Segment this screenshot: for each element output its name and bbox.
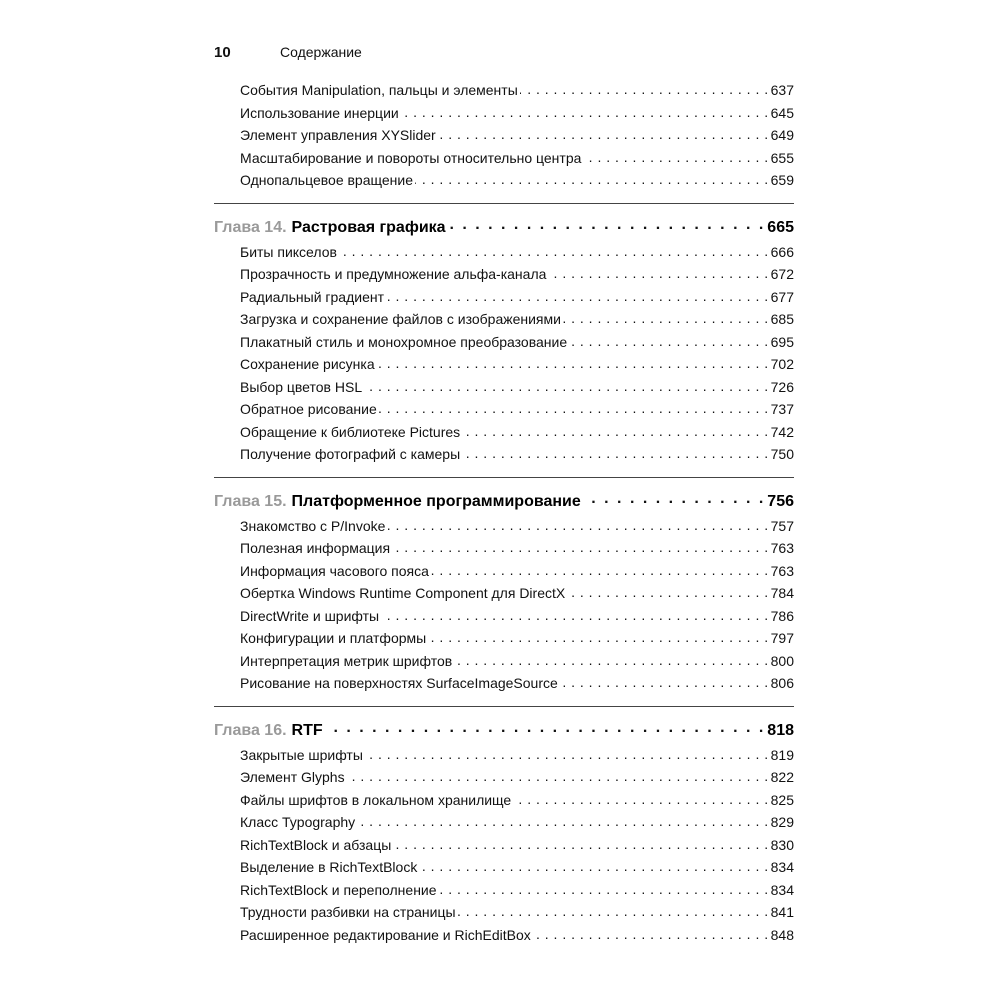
toc-entry-title: Элемент Glyphs [240,769,345,785]
toc-entry [214,81,794,104]
dot-leader [567,584,768,598]
toc-entry [214,265,794,288]
dot-leader [347,768,769,782]
toc-entry [214,243,794,266]
dot-leader [520,81,769,95]
dot-leader [533,926,769,940]
dot-leader [583,490,766,506]
dot-leader [454,652,768,666]
toc-entry-page: 757 [770,517,794,534]
toc-entry-page: 829 [770,814,794,830]
toc-entry-page: 763 [770,540,794,556]
toc-entry-title: DirectWrite и шрифты [240,607,380,624]
toc-entry-page: 649 [770,127,794,143]
toc-entry-page: 786 [770,607,794,624]
toc-entry-page: 841 [770,904,794,920]
toc-entry [214,310,794,333]
dot-leader [339,243,769,257]
toc-entry-title: Трудности разбивки на страницы [240,904,456,920]
toc-entry-page: 822 [770,769,794,785]
chapter-heading [214,719,794,741]
toc-entry-page: 685 [770,311,794,327]
toc-entry [214,445,794,468]
toc-entry-title: Выделение в RichTextBlock [240,859,418,875]
toc-entry [214,584,794,607]
chapter-divider [214,203,794,204]
toc-entry-page: 702 [770,356,794,372]
toc-entry [214,858,794,881]
toc-entry [214,378,794,401]
toc-entry-page: 750 [770,446,794,462]
toc-entry [214,149,794,172]
dot-leader [428,629,768,643]
dot-leader [357,813,768,827]
toc-entry-page: 819 [770,746,794,763]
toc-entry [214,903,794,926]
table-of-contents [214,81,794,948]
dot-leader [325,719,766,735]
toc-entry [214,629,794,652]
toc-entry [214,517,794,540]
dot-leader [381,607,769,621]
toc-entry-title: Однопальцевое вращение [240,172,413,188]
toc-entry-page: 763 [770,562,794,579]
dot-leader [379,400,769,414]
toc-entry-page: 672 [770,266,794,282]
chapter-label: Глава 14. [214,218,287,236]
toc-entry-page: 806 [770,675,794,691]
chapter-divider [214,477,794,478]
toc-entry-title: Использование инерции [240,104,399,121]
toc-entry [214,539,794,562]
toc-entry [214,400,794,423]
chapter-label: Глава 15. [214,492,287,510]
toc-entry-title: Файлы шрифтов в локальном хранилище [240,791,512,808]
toc-entry-title: Конфигурации и платформы [240,630,427,646]
toc-entry [214,652,794,675]
running-head [214,44,362,61]
dot-leader [401,104,769,118]
dot-leader [364,378,769,392]
toc-entry-page: 659 [770,172,794,188]
dot-leader [448,216,766,232]
dot-leader [392,539,769,553]
section-title: Содержание [280,44,362,60]
dot-leader [386,288,769,302]
toc-entry-title: Выбор цветов HSL [240,378,363,395]
toc-entry-page: 726 [770,378,794,395]
toc-entry-page: 834 [770,881,794,898]
toc-entry-title: Расширенное редактирование и RichEditBox [240,926,531,943]
toc-entry-page: 830 [770,836,794,853]
chapter-title: Растровая графика [291,218,446,236]
toc-entry [214,171,794,194]
chapter-title: RTF [291,721,323,739]
chapter-page: 818 [767,721,794,739]
toc-entry [214,607,794,630]
toc-entry [214,355,794,378]
dot-leader [393,836,768,850]
toc-entry [214,288,794,311]
toc-entry-title: События Manipulation, пальцы и элементы [240,82,518,98]
dot-leader [548,265,768,279]
toc-entry-title: Элемент управления XYSlider [240,127,436,143]
dot-leader [563,310,769,324]
toc-entry [214,562,794,585]
toc-entry-title: Масштабирование и повороты относительно центра [240,149,582,166]
toc-entry-page: 645 [770,104,794,121]
chapter-heading [214,216,794,238]
chapter-page: 665 [767,218,794,236]
toc-entry [214,126,794,149]
toc-entry-title: Биты пикселов [240,243,337,260]
toc-entry-title: RichTextBlock и переполнение [240,881,437,898]
dot-leader [387,517,768,531]
toc-entry-page: 784 [770,585,794,601]
toc-entry-title: Класс Typography [240,814,356,830]
dot-leader [462,445,768,459]
toc-entry-title: Сохранение рисунка [240,356,375,372]
toc-entry [214,333,794,356]
toc-entry-page: 655 [770,149,794,166]
dot-leader [439,881,769,895]
toc-entry-title: Информация часового пояса [240,562,429,579]
toc-entry [214,674,794,697]
toc-entry [214,104,794,127]
chapter-title: Платформенное программирование [291,492,581,510]
dot-leader [583,149,768,163]
toc-entry-page: 677 [770,288,794,305]
toc-entry [214,881,794,904]
toc-entry-page: 737 [770,401,794,417]
dot-leader [462,423,769,437]
toc-entry [214,791,794,814]
toc-entry-title: Интерпретация метрик шрифтов [240,652,453,669]
chapter-heading [214,490,794,512]
toc-entry [214,423,794,446]
toc-entry-page: 666 [770,243,794,260]
dot-leader [365,746,769,760]
dot-leader [377,355,769,369]
toc-entry-title: Загрузка и сохранение файлов с изображениями [240,311,561,327]
toc-entry-page: 797 [770,630,794,646]
toc-entry-page: 825 [770,791,794,808]
toc-entry-page: 637 [770,82,794,98]
dot-leader [569,333,769,347]
toc-entry-title: Рисование на поверхностях SurfaceImageSource [240,675,558,691]
toc-entry-title: RichTextBlock и абзацы [240,836,392,853]
toc-entry-title: Получение фотографий с камеры [240,446,461,462]
chapter-divider [214,706,794,707]
chapter-label: Глава 16. [214,721,287,739]
toc-entry-title: Закрытые шрифты [240,746,363,763]
toc-entry-title: Обертка Windows Runtime Component для DirectX [240,585,566,601]
toc-entry-title: Прозрачность и предумножение альфа-канала [240,266,547,282]
dot-leader [458,903,769,917]
toc-entry-title: Полезная информация [240,540,391,556]
toc-entry-title: Обратное рисование [240,401,377,417]
dot-leader [560,674,769,688]
toc-entry-page: 742 [770,423,794,440]
toc-entry-page: 695 [770,333,794,350]
dot-leader [513,791,768,805]
toc-entry-title: Обращение к библиотеке Pictures [240,423,461,440]
toc-entry-page: 834 [770,859,794,875]
toc-entry [214,813,794,836]
toc-entry-title: Знакомство с P/Invoke [240,517,386,534]
dot-leader [419,858,768,872]
toc-entry-page: 800 [770,652,794,669]
dot-leader [415,171,769,185]
toc-entry-page: 848 [770,926,794,943]
dot-leader [431,562,769,576]
toc-entry [214,746,794,769]
dot-leader [438,126,769,140]
toc-entry [214,836,794,859]
toc-entry-title: Плакатный стиль и монохромное преобразование [240,333,568,350]
toc-entry [214,768,794,791]
page-number: 10 [214,44,231,61]
toc-entry [214,926,794,949]
chapter-page: 756 [767,492,794,510]
toc-entry-title: Радиальный градиент [240,288,384,305]
